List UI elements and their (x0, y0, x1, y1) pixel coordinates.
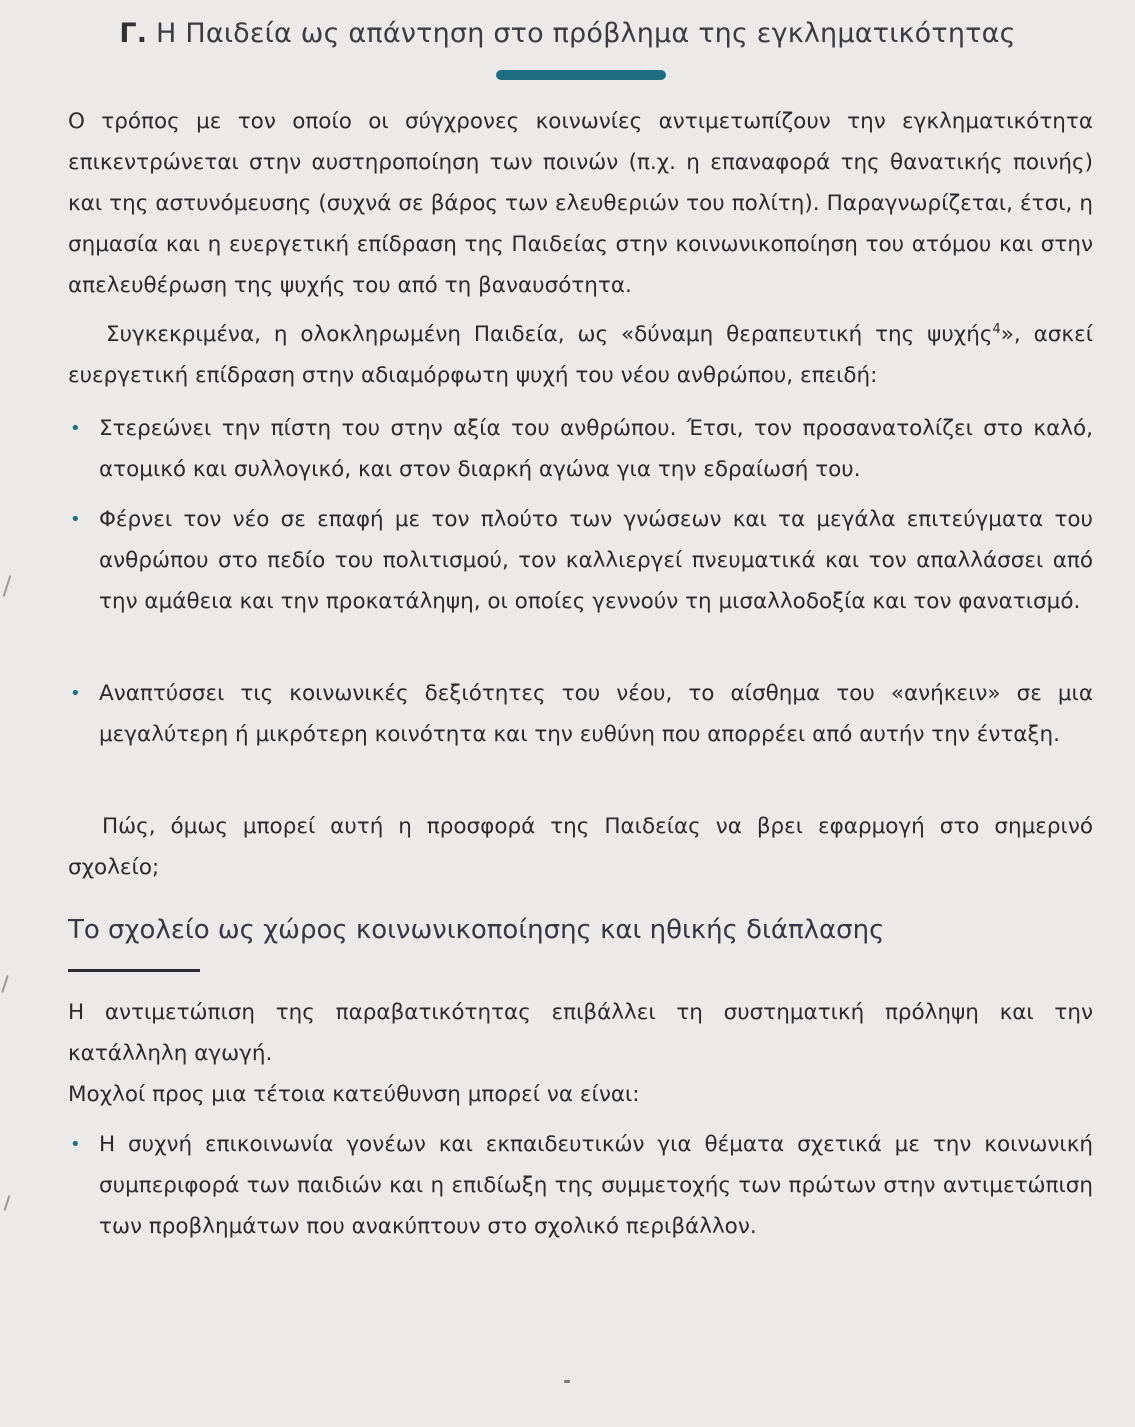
footnote-marker: 4 (992, 321, 1001, 337)
margin-pencil-mark (1, 975, 8, 993)
bullet-text: Φέρνει τον νέο σε επαφή με τον πλούτο των γνώσεων και τα μεγάλα επιτεύγματα του ανθρώπου στο πεδίο του πολιτισμού, τον καλλιεργεί πνευματικά και τον απαλλάσσει από την αμάθεια και την προκατάληψη, οι οποίες γεννούν τη μισαλλοδοξία και τον φανατισμό. (99, 507, 1093, 614)
intro-paragraph-text: Ο τρόπος με τον οποίο οι σύγχρονες κοινωνίες αντιμετωπίζουν την εγκληματικότητα επικεντρώνεται στην αυστηροποίηση των ποινών (π.χ. η επαναφορά της θανατικής ποινής) και της αστυνόμευσης (συχνά σε βάρος των ελευθεριών του πολίτη). Παραγνωρίζεται, έτσι, η σημασία και η ευεργετική επίδραση της Παιδείας στην κοινωνικοποίηση του ατόμου και στην απελευθέρωση της ψυχής του από τη βαναυσότητα. (68, 109, 1093, 298)
bullet-text: Στερεώνει την πίστη του στην αξία του ανθρώπου. Έτσι, τον προσανατολίζει στο καλό, ατομικό και συλλογικό, και στον διαρκή αγώνα για την εδραίωσή του. (99, 416, 1093, 482)
bullet-item (68, 1124, 1093, 1247)
title-underline-bar (496, 70, 666, 80)
bullet-item (68, 499, 1093, 622)
bullet-dot-icon: • (70, 509, 81, 530)
specifically-text-before: Συγκεκριμένα, η ολοκληρωμένη Παιδεία, ως «δύναμη θεραπευτική της ψυχής (106, 322, 993, 347)
page-dot-mark (564, 1380, 570, 1383)
subsection-intro-text-1: Η αντιμετώπιση της παραβατικότητας επιβάλλει τη συστηματική πρόληψη και την κατάλληλη αγωγή. (68, 1000, 1093, 1066)
bullet-item (68, 673, 1093, 755)
bullet-item (68, 408, 1093, 490)
bullet-dot-icon: • (70, 683, 81, 704)
specifically-paragraph (68, 314, 1093, 396)
bullet-text: Αναπτύσσει τις κοινωνικές δεξιότητες του νέου, το αίσθημα του «ανήκειν» σε μια μεγαλύτερη ή μικρότερη κοινότητα και την ευθύνη που απορρέει από αυτήν την ένταξη. (99, 681, 1093, 747)
question-paragraph (68, 806, 1093, 888)
question-text: Πώς, όμως μπορεί αυτή η προσφορά της Παιδείας να βρει εφαρμογή στο σημερινό σχολείο; (68, 814, 1093, 880)
specifically-paragraph-text (68, 314, 1093, 396)
subsection-intro-text-2: Μοχλοί προς μια τέτοια κατεύθυνση μπορεί να είναι: (68, 1082, 640, 1107)
question-paragraph-text (68, 806, 1093, 888)
section-letter: Γ. (119, 18, 148, 49)
subsection-underline (68, 969, 200, 972)
intro-paragraph (68, 101, 1093, 306)
subsection-intro (68, 992, 1093, 1115)
margin-pencil-mark (4, 1195, 11, 1211)
bullet-text: Η συχνή επικοινωνία γονέων και εκπαιδευτικών για θέματα σχετικά με την κοινωνική συμπεριφορά των παιδιών και η επιδίωξη της συμμετοχής των πρώτων στην αντιμετώπιση των προβλημάτων που ανακύπτουν στο σχολικό περιβάλλον. (99, 1132, 1093, 1239)
margin-pencil-mark (3, 575, 12, 597)
bullet-dot-icon: • (70, 1134, 81, 1155)
specifically-text-after: », ασκεί ευεργετική επίδραση στην αδιαμόρφωτη ψυχή του νέου ανθρώπου, επειδή: (68, 322, 1093, 388)
section-title-text: Η Παιδεία ως απάντηση στο πρόβλημα της εγκληματικότητας (156, 18, 1016, 49)
section-title (0, 18, 1135, 49)
subsection-title: Το σχολείο ως χώρος κοινωνικοποίησης και ηθικής διάπλασης (68, 915, 885, 945)
bullet-dot-icon: • (70, 418, 81, 439)
